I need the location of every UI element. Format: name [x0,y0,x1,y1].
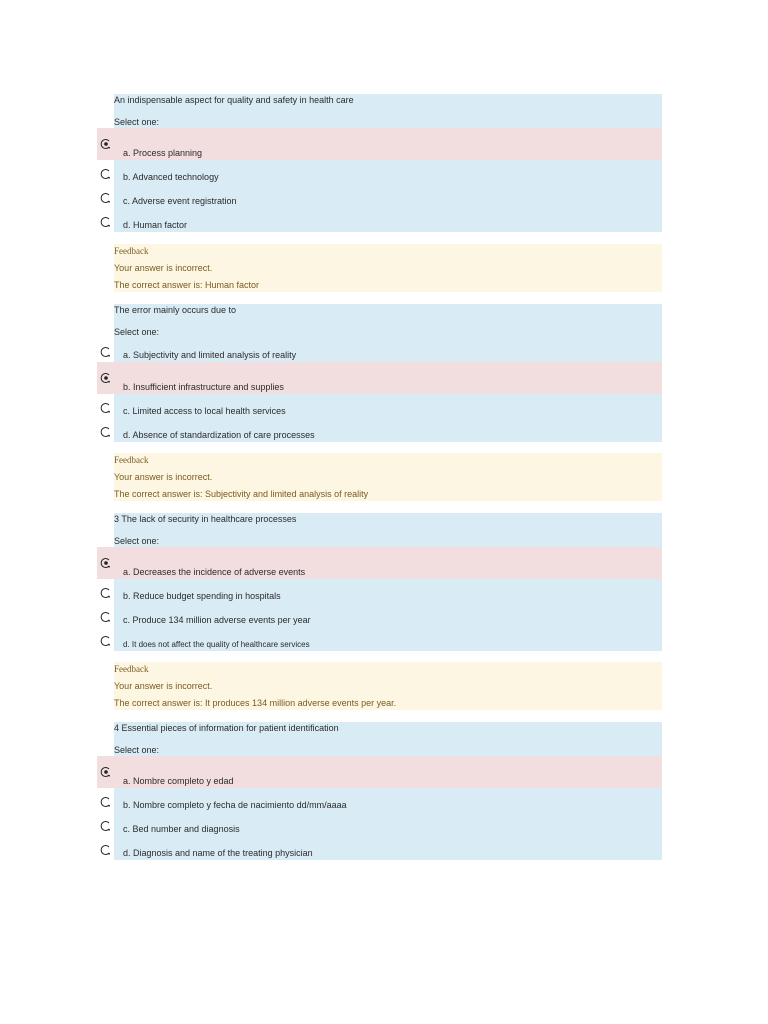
option-label: d. It does not affect the quality of healthcare services [123,640,310,649]
option-a[interactable] [114,338,662,362]
select-one-label: Select one: [114,117,160,127]
select-one-label: Select one: [114,536,160,546]
feedback-message: Your answer is incorrect. [114,681,213,691]
question-text: The error mainly occurs due to [114,305,237,315]
option-b[interactable] [114,788,662,812]
question-3 [97,513,662,651]
radio-icon[interactable] [100,611,112,623]
feedback-1 [114,244,662,292]
option-c[interactable] [114,184,662,208]
option-a[interactable] [97,547,662,579]
option-label: a. Decreases the incidence of adverse events [123,567,306,577]
radio-icon[interactable] [100,796,112,808]
question-text: An indispensable aspect for quality and safety in health care [114,95,354,105]
option-label: d. Diagnosis and name of the treating physician [123,848,313,858]
radio-icon[interactable] [100,844,112,856]
feedback-message: Your answer is incorrect. [114,472,213,482]
feedback-3 [114,662,662,710]
option-label: a. Process planning [123,148,203,158]
feedback-message: Your answer is incorrect. [114,263,213,273]
radio-icon[interactable] [100,346,112,358]
question-4 [97,722,662,860]
question-text: 3 The lack of security in healthcare processes [114,514,297,524]
radio-selected-icon[interactable] [100,557,112,569]
feedback-correct-answer: The correct answer is: Subjectivity and limited analysis of reality [114,489,369,499]
radio-icon[interactable] [100,587,112,599]
option-label: c. Produce 134 million adverse events per year [123,615,311,625]
option-label: d. Human factor [123,220,188,230]
option-c[interactable] [114,603,662,627]
option-label: b. Nombre completo y fecha de nacimiento dd/mm/aaaa [123,800,347,810]
radio-selected-icon[interactable] [100,766,112,778]
option-label: a. Nombre completo y edad [123,776,234,786]
radio-selected-icon[interactable] [100,372,112,384]
option-c[interactable] [114,812,662,836]
option-label: b. Reduce budget spending in hospitals [123,591,281,601]
radio-icon[interactable] [100,402,112,414]
radio-icon[interactable] [100,216,112,228]
question-header [114,722,662,756]
option-b[interactable] [114,160,662,184]
radio-icon[interactable] [100,635,112,647]
question-1 [97,94,662,232]
feedback-title: Feedback [114,664,149,674]
question-text: 4 Essential pieces of information for patient identification [114,723,339,733]
option-c[interactable] [114,394,662,418]
radio-icon[interactable] [100,192,112,204]
option-label: a. Subjectivity and limited analysis of reality [123,350,297,360]
feedback-title: Feedback [114,246,149,256]
option-d[interactable] [114,208,662,232]
feedback-2 [114,453,662,501]
option-a[interactable] [97,756,662,788]
question-header [114,304,662,338]
radio-icon[interactable] [100,426,112,438]
option-label: b. Advanced technology [123,172,219,182]
feedback-title: Feedback [114,455,149,465]
option-label: d. Absence of standardization of care processes [123,430,315,440]
feedback-correct-answer: The correct answer is: It produces 134 million adverse events per year. [114,698,397,708]
radio-icon[interactable] [100,168,112,180]
option-d[interactable] [114,627,662,651]
option-label: c. Adverse event registration [123,196,237,206]
option-label: c. Limited access to local health services [123,406,286,416]
option-b[interactable] [114,579,662,603]
question-2 [97,304,662,442]
option-b[interactable] [97,362,662,394]
radio-selected-icon[interactable] [100,138,112,150]
option-a[interactable] [97,128,662,160]
question-header [114,94,662,128]
radio-icon[interactable] [100,820,112,832]
question-header [114,513,662,547]
option-d[interactable] [114,418,662,442]
option-label: b. Insufficient infrastructure and supplies [123,382,284,392]
select-one-label: Select one: [114,745,160,755]
option-label: c. Bed number and diagnosis [123,824,240,834]
option-d[interactable] [114,836,662,860]
select-one-label: Select one: [114,327,160,337]
feedback-correct-answer: The correct answer is: Human factor [114,280,260,290]
